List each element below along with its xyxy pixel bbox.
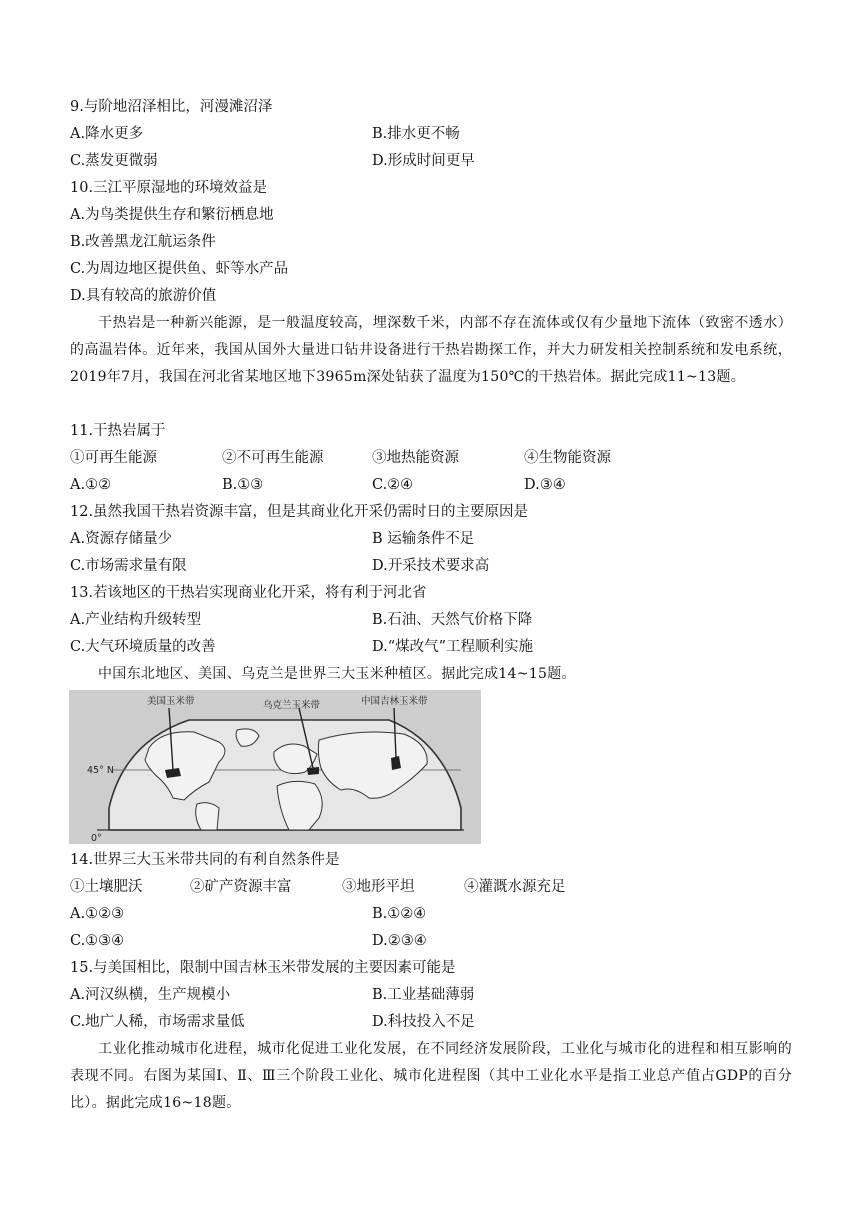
corn-belt-world-map (69, 690, 481, 844)
q15-option-b[interactable]: B.工业基础薄弱 (372, 987, 475, 1003)
passage-corn-belts: 中国东北地区、美国、乌克兰是世界三大玉米种植区。据此完成14~15题。 (98, 666, 576, 682)
ukraine-corn-belt-area (307, 767, 319, 775)
q11-option-d[interactable]: D.③④ (524, 477, 566, 493)
q9-option-c[interactable]: C.蒸发更微弱 (70, 153, 158, 169)
label-us-corn-belt: 美国玉米带 (147, 696, 195, 707)
q14-item-2: ②矿产资源丰富 (190, 879, 292, 895)
q14-option-d[interactable]: D.②③④ (372, 933, 427, 949)
q11-item-3: ③地热能资源 (372, 450, 459, 466)
q10-option-a[interactable]: A.为鸟类提供生存和繁衍栖息地 (70, 207, 274, 223)
passage-hot-dry-rock: 干热岩是一种新兴能源，是一般温度较高，埋深数千米，内部不存在流体或仅有少量地下流体（致密不透水）的高温岩体。近年来，我国从国外大量进口钻井设备进行干热岩勘探工作，并大力研发相关控制系统和发电系统，2019年7月，我国在河北省某地区地下3965m深处钻获了温度为150℃的干热岩体。据此完成11~13题。 (70, 315, 792, 385)
q11-option-c[interactable]: C.②④ (372, 477, 414, 493)
label-jilin-corn-belt: 中国吉林玉米带 (361, 696, 428, 707)
q14-option-a[interactable]: A.①②③ (70, 906, 125, 922)
q14-item-1: ①土壤肥沃 (70, 879, 143, 895)
q10-option-d[interactable]: D.具有较高的旅游价值 (70, 288, 217, 304)
q15-stem: 15.与美国相比，限制中国吉林玉米带发展的主要因素可能是 (70, 960, 456, 976)
passage-urbanization: 工业化推动城市化进程，城市化促进工业化发展，在不同经济发展阶段，工业化与城市化的进程和相互影响的表现不同。右图为某国Ⅰ、Ⅱ、Ⅲ三个阶段工业化、城市化进程图（其中工业化水平是指工业总产值占GDP的百分比）。据此完成16~18题。 (70, 1041, 792, 1111)
q15-option-d[interactable]: D.科技投入不足 (372, 1014, 475, 1030)
q12-option-d[interactable]: D.开采技术要求高 (372, 558, 490, 574)
q10-stem: 10.三江平原湿地的环境效益是 (70, 180, 268, 196)
q9-option-d[interactable]: D.形成时间更早 (372, 153, 475, 169)
label-latitude-45: 45° N (87, 765, 114, 776)
q15-option-c[interactable]: C.地广人稀，市场需求量低 (70, 1014, 245, 1030)
q14-item-4: ④灌溉水源充足 (464, 879, 566, 895)
q11-item-1: ①可再生能源 (70, 450, 157, 466)
q14-item-3: ③地形平坦 (342, 879, 415, 895)
south-america-shape (196, 803, 219, 830)
label-ukraine-corn-belt: 乌克兰玉米带 (263, 700, 321, 711)
q13-option-d[interactable]: D.“煤改气”工程顺利实施 (372, 639, 534, 655)
q13-option-b[interactable]: B.石油、天然气价格下降 (372, 612, 533, 628)
q13-option-a[interactable]: A.产业结构升级转型 (70, 612, 202, 628)
q11-stem: 11.干热岩属于 (70, 423, 166, 439)
q15-option-a[interactable]: A.河汉纵横，生产规模小 (70, 987, 231, 1003)
q10-option-c[interactable]: C.为周边地区提供鱼、虾等水产品 (70, 261, 289, 277)
q12-stem: 12.虽然我国干热岩资源丰富，但是其商业化开采仍需时日的主要原因是 (70, 504, 529, 520)
q9-stem: 9.与阶地沼泽相比，河漫滩沼泽 (70, 99, 273, 115)
q11-option-b[interactable]: B.①③ (222, 477, 264, 493)
q10-option-b[interactable]: B.改善黑龙江航运条件 (70, 234, 216, 250)
q14-option-c[interactable]: C.①③④ (70, 933, 125, 949)
label-latitude-0: 0° (91, 833, 102, 844)
q12-option-b[interactable]: B 运输条件不足 (372, 531, 475, 547)
q14-option-b[interactable]: B.①②④ (372, 906, 427, 922)
q11-item-2: ②不可再生能源 (222, 450, 324, 466)
q9-option-b[interactable]: B.排水更不畅 (372, 126, 460, 142)
q11-item-4: ④生物能资源 (524, 450, 611, 466)
q11-option-a[interactable]: A.①② (70, 477, 112, 493)
q14-stem: 14.世界三大玉米带共同的有利自然条件是 (70, 852, 340, 868)
q12-option-c[interactable]: C.市场需求量有限 (70, 558, 187, 574)
q13-option-c[interactable]: C.大气环境质量的改善 (70, 639, 216, 655)
q13-stem: 13.若该地区的干热岩实现商业化开采，将有利于河北省 (70, 585, 427, 601)
q9-option-a[interactable]: A.降水更多 (70, 126, 144, 142)
q12-option-a[interactable]: A.资源存储量少 (70, 531, 173, 547)
